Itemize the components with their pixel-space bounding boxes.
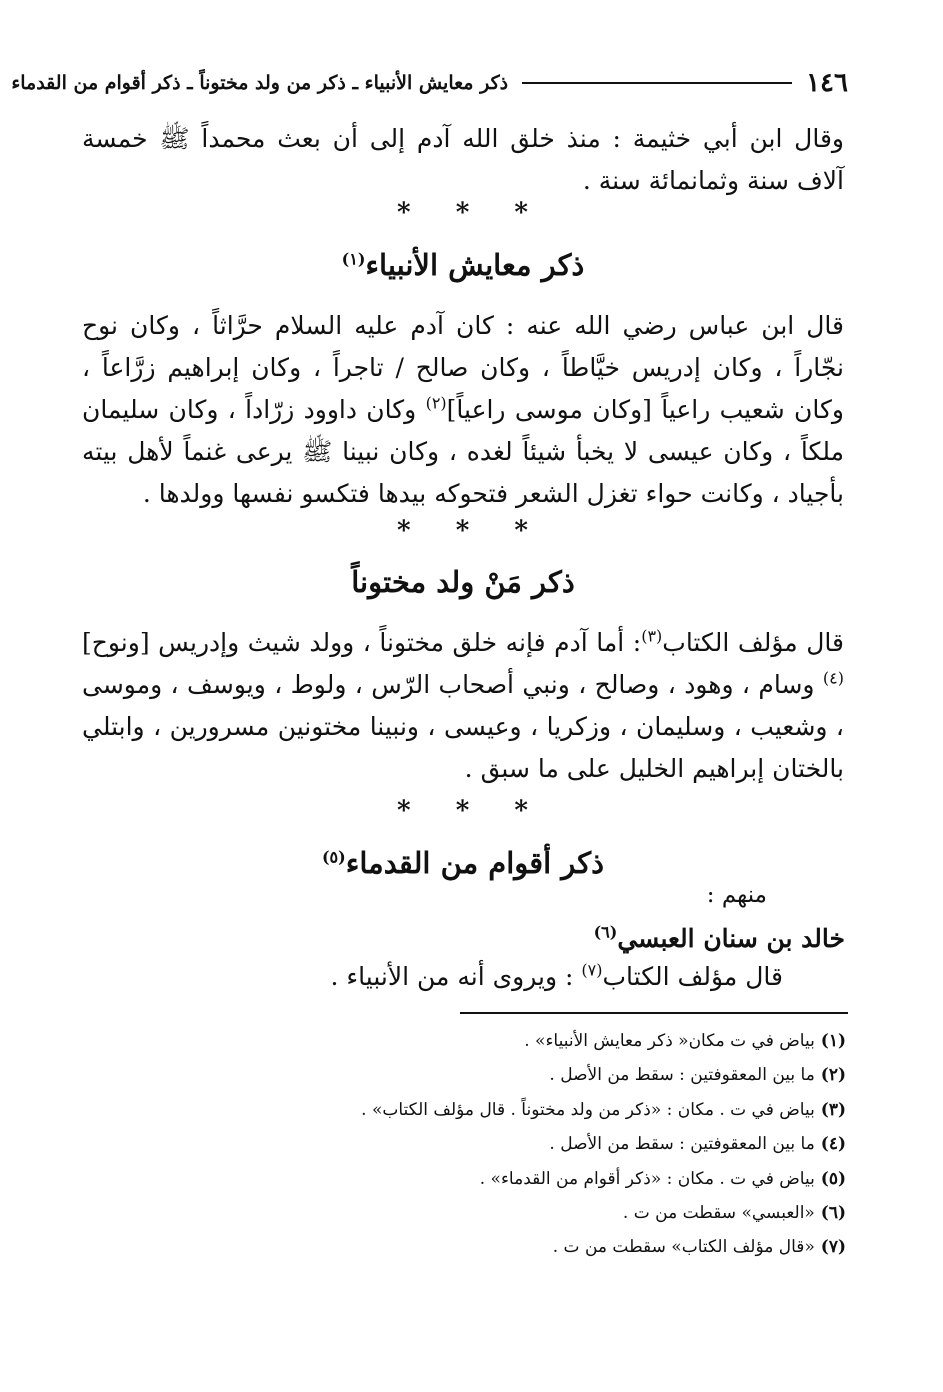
footnote-number: (٧) <box>820 1237 846 1258</box>
footnote-ref: (٢) <box>425 393 447 413</box>
running-title: ذكر معايش الأنبياء ـ ذكر من ولد مختوناً ـ ذكر أقوام من القدماء <box>11 72 509 94</box>
section-heading-livelihoods <box>82 248 844 282</box>
list-intro: منهم : <box>706 882 767 908</box>
section-heading-ancients <box>82 846 844 880</box>
footnote-text: بياض في ت . مكان : «ذكر من ولد مختوناً . قال مؤلف الكتاب» . <box>361 1099 815 1120</box>
footnote-text: بياض في ت مكان« ذكر معايش الأنبياء» . <box>524 1031 815 1051</box>
paragraph-text: وكان داوود زرّاداً ، وكان سليمان ملكاً ، وكان عيسى لا يخبأ شيئاً لغده ، وكان نبينا ﷺ يرعى غنماً لأهل بيته بأجياد ، وكانت حواء تغزل الشعر فتحوكه بيدها فتكسو نفسها وولدها . <box>82 395 844 508</box>
section-separator: * * * <box>397 516 546 546</box>
footnote-item <box>90 1127 846 1161</box>
person-subheading <box>594 924 845 953</box>
paragraph-text: : أما آدم فإنه خلق مختوناً ، وولد شيث وإدريس [ونوح] <box>82 628 642 657</box>
paragraph-text: وسام ، وهود ، وصالح ، ونبي أصحاب الرّس ، ولوط ، ويوسف ، وموسى ، وشعيب ، وسليمان ، وزكريا ، وعيسى ، ونبينا مختونين مسرورين ، وابتلي بالختان إبراهيم الخليل على ما سبق . <box>82 670 844 783</box>
footnote-item <box>90 1162 846 1196</box>
footnote-number: (٢) <box>820 1065 846 1086</box>
paragraph-born-circumcised <box>82 622 844 790</box>
paragraph-text: قال مؤلف الكتاب <box>662 628 844 657</box>
header-rule <box>522 82 792 84</box>
author-note-line <box>331 962 783 991</box>
subheading-text: خالد بن سنان العبسي <box>617 924 845 953</box>
footnote-item <box>90 1024 846 1058</box>
footnote-text: ما بين المعقوفتين : سقط من الأصل . <box>549 1134 815 1155</box>
heading-text: ذكر أقوام من القدماء <box>345 846 605 880</box>
section-separator: * * * <box>397 796 546 826</box>
footnote-ref: (٥) <box>321 847 346 867</box>
footnote-item <box>90 1196 846 1230</box>
paragraph-text: : ويروى أنه من الأنبياء . <box>330 962 582 991</box>
footnote-ref: (١) <box>341 249 366 269</box>
footnote-ref: (٦) <box>593 922 618 942</box>
footnote-text: «قال مؤلف الكتاب» سقطت من ت . <box>552 1237 815 1258</box>
intro-paragraph: وقال ابن أبي خثيمة : منذ خلق الله آدم إلى أن بعث محمداً ﷺ خمسة آلاف سنة وثمانمائة سنة . <box>82 124 844 195</box>
footnote-item <box>90 1058 846 1092</box>
paragraph-livelihoods <box>82 305 844 515</box>
footnote-text: «العبسي» سقطت من ت . <box>622 1203 815 1224</box>
heading-text: ذكر معايش الأنبياء <box>365 248 585 282</box>
footnote-ref: (٣) <box>641 626 663 646</box>
heading-text: ذكر مَنْ ولد مختوناً <box>351 565 575 599</box>
footnote-rule <box>460 1012 848 1014</box>
footnote-item <box>90 1230 846 1264</box>
footnote-text: ما بين المعقوفتين : سقط من الأصل . <box>549 1065 815 1086</box>
footnote-text: بياض في ت . مكان : «ذكر أقوام من القدماء» . <box>479 1168 815 1189</box>
running-header <box>11 66 848 100</box>
paragraph-text: قال مؤلف الكتاب <box>602 962 783 991</box>
footnote-number: (٥) <box>820 1168 846 1189</box>
footnote-number: (٤) <box>820 1134 846 1155</box>
footnotes-list <box>90 1024 846 1265</box>
section-separator: * * * <box>397 198 546 228</box>
paragraph-text: قال ابن عباس رضي الله عنه : كان آدم عليه السلام حرَّاثاً ، وكان نوح نجّاراً ، وكان إدريس خيَّاطاً ، وكان صالح / تاجراً ، وكان إبراهيم زرَّاعاً ، وكان شعيب راعياً [وكان موسى راعياً] <box>82 311 844 424</box>
section-heading-born-circumcised <box>82 565 844 599</box>
footnote-number: (٣) <box>820 1099 846 1120</box>
page-number: ١٤٦ <box>806 68 848 98</box>
footnote-number: (٦) <box>820 1203 846 1224</box>
footnote-ref: (٤) <box>822 668 844 688</box>
footnote-item <box>90 1093 846 1127</box>
footnote-ref: (٧) <box>581 960 603 980</box>
footnote-number: (١) <box>820 1031 846 1051</box>
